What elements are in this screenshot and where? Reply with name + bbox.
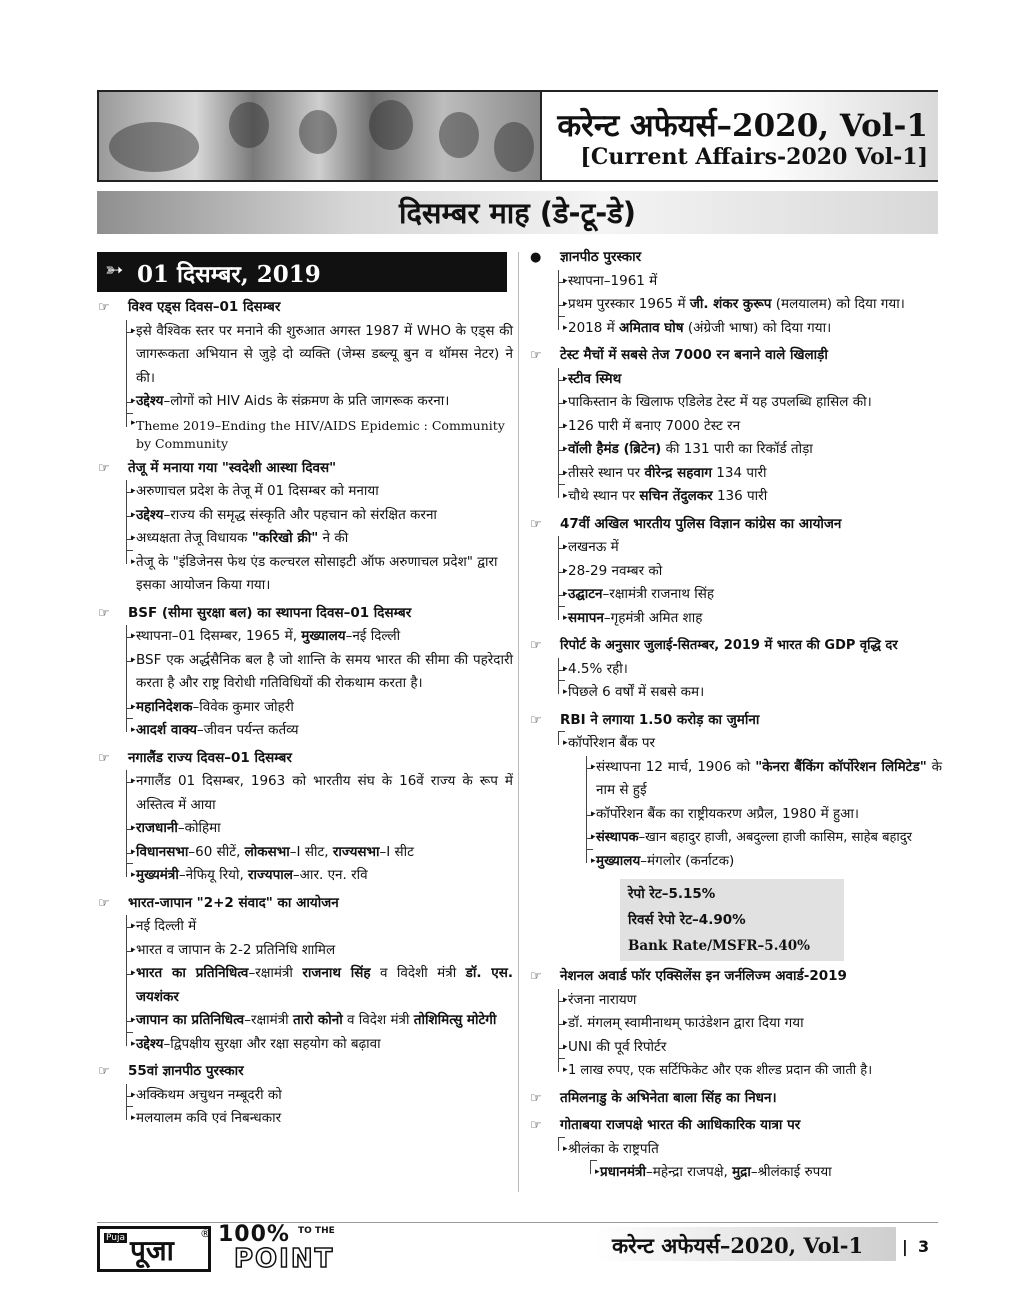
portrait-image [439,112,479,158]
section-heading: ☞ भारत-जापान "2+2 संवाद" का आयोजन [98,892,513,916]
section-rbi-penalty [530,709,942,962]
list-item: प्रथम पुरस्कार 1965 में जी. शंकर कुरूप (मलयालम) को दिया गया। ▸ [558,293,942,317]
list-item: स्थापना–1961 में ▸ [558,270,942,294]
pointing-hand-icon: ☞ [530,516,542,532]
section-police-science-congress [530,513,942,631]
pointing-hand-icon: ☞ [530,712,542,728]
list-item: पिछले 6 वर्षों में सबसे कम। ▸ [558,681,942,705]
date-heading-bar [97,252,507,292]
section-heading: ☞ नेशनल अवार्ड फॉर एक्सिलेंस इन जर्नलिज्म अवार्ड-2019 [530,965,942,989]
section-heading: ☞ RBI ने लगाया 1.50 करोड़ का जुर्माना [530,709,942,733]
list-item: अरुणाचल प्रदेश के तेजू में 01 दिसम्बर को मनाया ▸ [126,480,513,504]
list-item: तीसरे स्थान पर वीरेन्द्र सहवाग 134 पारी ▸ [558,462,942,486]
list-item: कॉर्पोरेशन बैंक पर संस्थापना 12 मार्च, 1906 को "केनरा बैंकिंग कॉर्पोरेशन लिमिटेड" के नाम से हुई ▸ कॉर्पोरेशन बैंक का राष्ट्रीयकरण अप्रैल, 1980 में हुआ। ▸ संस्थापक–खान बहादुर हाजी, अबदुल्ला हाजी कासिम, साहेब बहादुर ▸ मुख्यालय–मंगलोर (कर्नाटक) ▸ ▸ [558,732,942,873]
section-nagaland-day [98,747,513,888]
list-item: जापान का प्रतिनिधित्व–रक्षामंत्री तारो कोनो व विदेश मंत्री तोशिमित्सु मोटेगी ▸ [126,1009,513,1033]
slogan-point: POINT [234,1244,335,1274]
list-item: 4.5% रही। ▸ [558,658,942,682]
header-photo-collage [97,90,542,182]
left-column [98,296,513,1135]
list-item: उद्देश्य–लोगों को HIV Aids के संक्रमण के प्रति जागरूक करना। ▸ [126,390,513,414]
list-item: वॉली हैमंड (ब्रिटेन) की 131 पारी का रिकॉर्ड तोड़ा ▸ [558,438,942,462]
slogan-percent: 100% [218,1222,290,1247]
list-item: नगालैंड 01 दिसम्बर, 1963 को भारतीय संघ के 16वें राज्य के रूप में अस्तित्व में आया ▸ [126,770,513,817]
page-number: 3 [918,1237,930,1256]
footer-separator: | [902,1237,908,1256]
parliament-image [109,122,199,172]
reverse-repo-rate: रिवर्स रेपो रेट–4.90% [628,912,746,928]
pointing-hand-icon: ☞ [530,1118,542,1133]
list-item: मुख्यालय–मंगलोर (कर्नाटक) ▸ [586,850,942,874]
list-item: नई दिल्ली में ▸ [126,915,513,939]
portrait-image [299,110,337,154]
pointing-hand-icon: ☞ [98,895,110,911]
list-item: उद्देश्य–राज्य की समृद्ध संस्कृति और पहचान को संरक्षित करना ▸ [126,504,513,528]
section-gotabaya-visit [530,1114,942,1185]
list-item: रंजना नारायण ▸ [558,989,942,1013]
section-heading: ☞ तेजू में मनाया गया "स्वदेशी आस्था दिवस" [98,457,513,481]
section-heading: ☞ रिपोर्ट के अनुसार जुलाई-सितम्बर, 2019 में भारत की GDP वृद्धि दर [530,634,942,658]
rates-box [620,879,844,961]
section-fastest-7000-runs [530,344,942,509]
month-title: दिसम्बर माह (डे-टू-डे) [398,196,637,230]
list-item: 28-29 नवम्बर को ▸ [558,560,942,584]
list-item: पाकिस्तान के खिलाफ एडिलेड टेस्ट में यह उपलब्धि हासिल की। ▸ [558,391,942,415]
list-item: भारत व जापान के 2-2 प्रतिनिधि शामिल ▸ [126,939,513,963]
list-item: संस्थापना 12 मार्च, 1906 को "केनरा बैंकिंग कॉर्पोरेशन लिमिटेड" के नाम से हुई ▸ [586,756,942,803]
list-item: समापन–गृहमंत्री अमित शाह ▸ [558,607,942,631]
list-item: उद्घाटन–रक्षामंत्री राजनाथ सिंह ▸ [558,583,942,607]
list-item: स्थापना–01 दिसम्बर, 1965 में, मुख्यालय–नई दिल्ली ▸ [126,625,513,649]
section-heading: ☞ 47वीं अखिल भारतीय पुलिस विज्ञान कांग्रेस का आयोजन [530,513,942,537]
portrait-image [229,102,269,148]
pointing-hand-icon: ☞ [530,638,542,653]
section-jnanpith-award [530,246,942,340]
list-item: तेजू के "इंडिजेनस फेथ एंड कल्चरल सोसाइटी ऑफ अरुणाचल प्रदेश" द्वारा इसका आयोजन किया गया। ▸ [126,551,513,598]
portrait-image [369,100,413,150]
slogan-to-the: TO THE [298,1226,335,1236]
repo-rate: रेपो रेट–5.15% [628,886,716,902]
list-item: 1 लाख रुपए, एक सर्टिफिकेट और एक शील्ड प्रदान की जाती है। ▸ [558,1059,942,1083]
pointing-hand-icon: ☞ [98,1064,110,1079]
list-item: लखनऊ में ▸ [558,536,942,560]
list-item: 126 पारी में बनाए 7000 टेस्ट रन ▸ [558,415,942,439]
logo-small-text: Puja [106,1233,125,1243]
pointing-hand-icon: ☞ [98,460,110,476]
registered-icon: ® [200,1227,211,1240]
bank-rate: Bank Rate/MSFR–5.40% [628,938,811,954]
logo-main-text: पूजा [130,1234,174,1267]
section-heading: ☞ गोताबया राजपक्षे भारत की आधिकारिक यात्रा पर [530,1114,942,1138]
list-item: कॉर्पोरेशन बैंक का राष्ट्रीयकरण अप्रैल, 1980 में हुआ। ▸ [586,803,942,827]
list-item: मलयालम कवि एवं निबन्धकार ▸ [126,1107,513,1131]
footer-running-title: करेन्ट अफेयर्स–2020, Vol-1 [612,1233,864,1258]
section-india-japan-dialogue [98,892,513,1057]
section-world-aids-day [98,296,513,453]
right-column [530,246,942,1189]
header-subtitle: [Current Affairs-2020 Vol-1] [580,144,928,170]
section-heading: ☞ टेस्ट मैचों में सबसे तेज 7000 रन बनाने वाले खिलाड़ी [530,344,942,368]
section-heading: ☞ विश्व एड्स दिवस–01 दिसम्बर [98,296,513,320]
list-item: UNI की पूर्व रिपोर्टर ▸ [558,1036,942,1060]
list-item: इसे वैश्विक स्तर पर मनाने की शुरुआत अगस्त 1987 में WHO के एड्स की जागरूकता अभियान से जुड़े दो व्यक्ति (जेम्स डब्ल्यू बुन व थॉमस नेटर) ने की। ▸ [126,320,513,391]
section-bsf-foundation-day [98,602,513,743]
list-item: डॉ. मंगलम् स्वामीनाथम् फाउंडेशन द्वारा दिया गया ▸ [558,1012,942,1036]
section-heading: ☞ नगालैंड राज्य दिवस–01 दिसम्बर [98,747,513,771]
list-item: भारत का प्रतिनिधित्व–रक्षामंत्री राजनाथ सिंह व विदेशी मंत्री डॉ. एस. जयशंकर ▸ [126,962,513,1009]
section-heading: ☞ BSF (सीमा सुरक्षा बल) का स्थापना दिवस–01 दिसम्बर [98,602,513,626]
list-item: महानिदेशक–विवेक कुमार जोहरी ▸ [126,696,513,720]
list-item: विधानसभा–60 सीटें, लोकसभा–I सीट, राज्यसभा–I सीट ▸ [126,841,513,865]
list-item: उद्देश्य–द्विपक्षीय सुरक्षा और रक्षा सहयोग को बढ़ावा ▸ [126,1033,513,1057]
list-item: मुख्यमंत्री–नेफियू रियो, राज्यपाल–आर. एन. रवि ▸ [126,864,513,888]
puja-logo [97,1226,211,1272]
list-item: अध्यक्षता तेजू विधायक "करिखो क्री" ने की ▸ [126,527,513,551]
month-title-band [97,191,938,234]
bullet-icon: ● [530,250,542,265]
date-heading: 01 दिसम्बर, 2019 [137,261,321,288]
list-item: BSF एक अर्द्धसैनिक बल है जो शान्ति के समय भारत की सीमा की पहरेदारी करता है और राष्ट्र विरोधी गतिविधियों की रोकथाम करता है। ▸ [126,649,513,696]
list-item: प्रधानमंत्री–महेन्द्रा राजपक्षे, मुद्रा–श्रीलंकाई रुपया ▸ [590,1161,942,1185]
header-title-band [542,90,938,182]
pointing-hand-icon: ☞ [530,348,542,363]
list-item: Theme 2019–Ending the HIV/AIDS Epidemic : Community by Community ▸ [126,414,513,453]
section-gdp-growth [530,634,942,705]
header-title: करेन्ट अफेयर्स–2020, Vol-1 [557,108,928,144]
pointing-hand-icon: ☞ [98,750,110,766]
list-item: अक्किथम अचुथन नम्बूदरी को ▸ [126,1084,513,1108]
list-item: 2018 में अमिताव घोष (अंग्रेजी भाषा) को दिया गया। ▸ [558,317,942,341]
list-item: राजधानी–कोहिमा ▸ [126,817,513,841]
list-item: चौथे स्थान पर सचिन तेंदुलकर 136 पारी ▸ [558,485,942,509]
section-heading: ☞ 55वां ज्ञानपीठ पुरस्कार [98,1060,513,1084]
section-heading: ● ज्ञानपीठ पुरस्कार [530,246,942,270]
section-bala-singh [530,1087,942,1111]
pointing-hand-icon: ☞ [530,969,542,984]
arrow-icon: ➳ [105,258,124,283]
section-journalism-award [530,965,942,1083]
portrait-image [494,122,534,172]
pointing-hand-icon: ☞ [98,300,110,315]
section-55th-jnanpith [98,1060,513,1131]
section-heading: ☞ तमिलनाडु के अभिनेता बाला सिंह का निधन। [530,1087,942,1111]
list-item: आदर्श वाक्य–जीवन पर्यन्त कर्तव्य ▸ [126,719,513,743]
pointing-hand-icon: ☞ [530,1090,542,1106]
column-divider [518,252,519,1192]
list-item: श्रीलंका के राष्ट्रपति प्रधानमंत्री–महेन्द्रा राजपक्षे, मुद्रा–श्रीलंकाई रुपया ▸ ▸ [558,1138,942,1185]
section-swadeshi-astha-diwas [98,457,513,598]
list-item: स्टीव स्मिथ ▸ [558,368,942,392]
list-item: संस्थापक–खान बहादुर हाजी, अबदुल्ला हाजी कासिम, साहेब बहादुर ▸ [586,826,942,850]
pointing-hand-icon: ☞ [98,605,110,621]
